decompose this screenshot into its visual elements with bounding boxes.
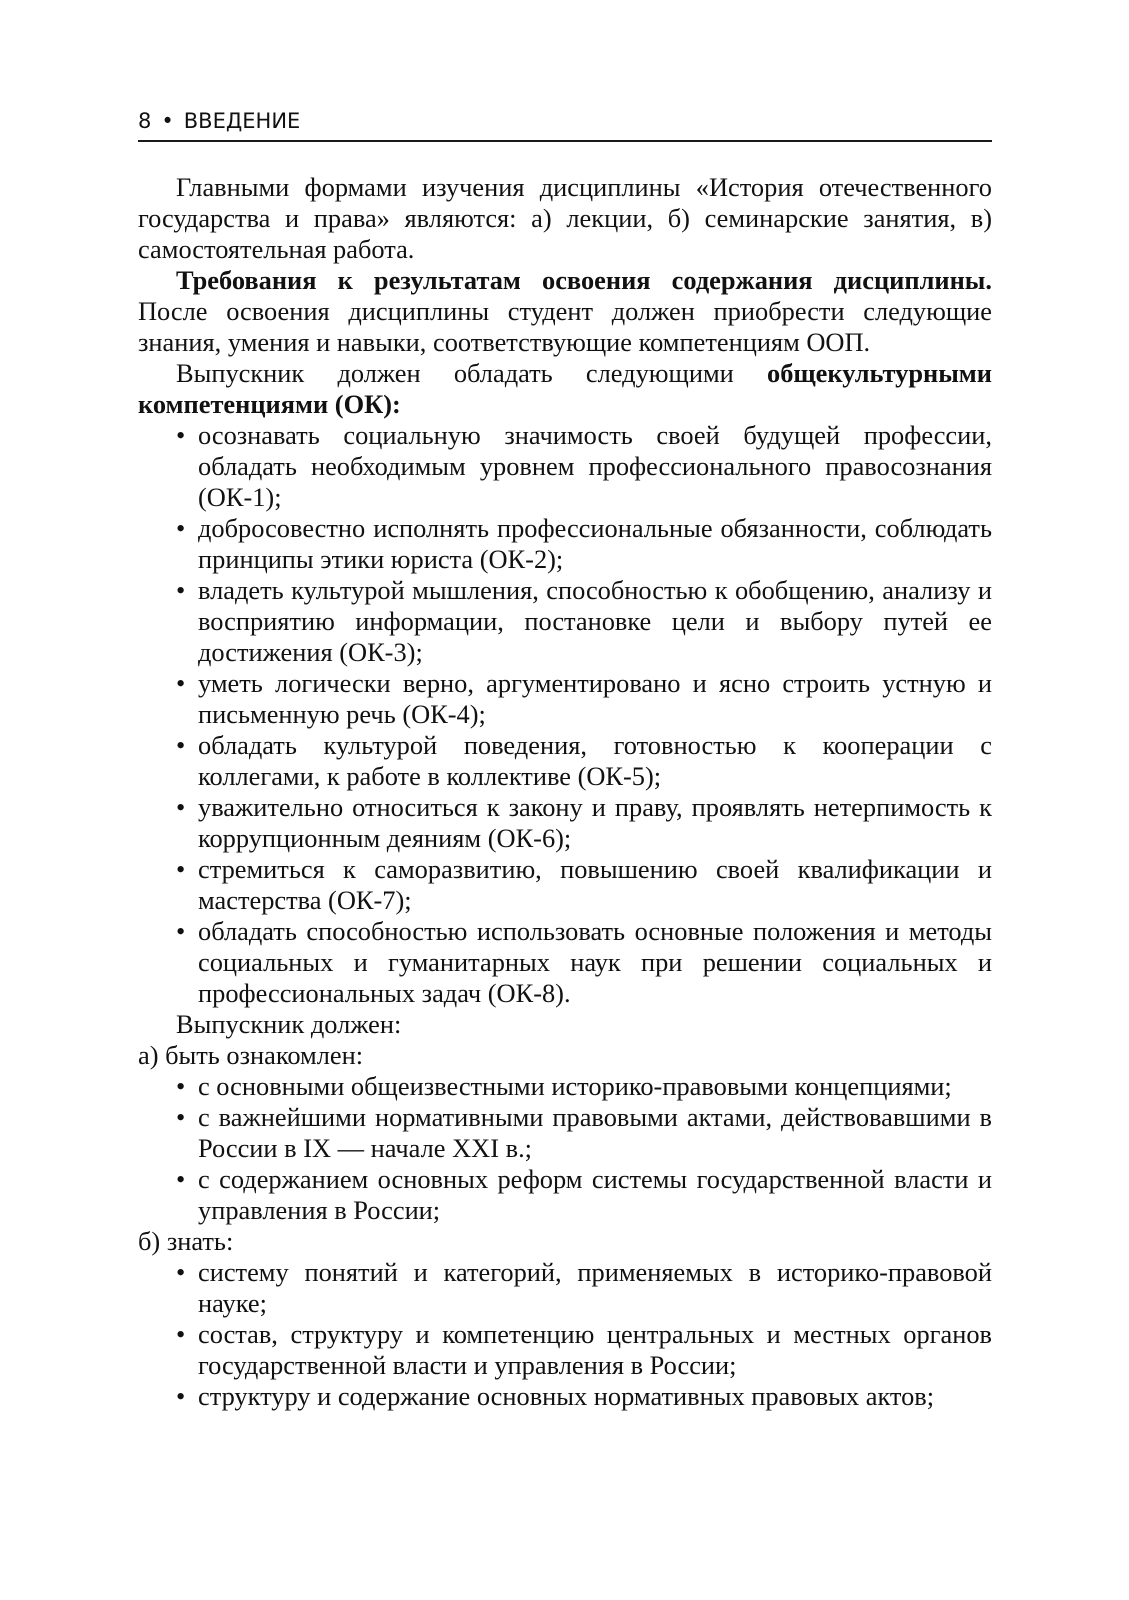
list-item-text: с важнейшими нормативными правовыми актами, действовавшими в России в IX — начале XXI в.;: [198, 1102, 992, 1163]
list-item: [138, 1381, 992, 1412]
list-item-text: уважительно относиться к закону и праву, проявлять нетерпимость к коррупционным деяниям (ОК-6);: [198, 792, 992, 853]
list-item-text: систему понятий и категорий, применяемых в историко-правовой науке;: [198, 1257, 992, 1318]
list-item: [138, 1102, 992, 1164]
list-item-text: обладать способностью использовать основные положения и методы социальных и гуманитарных наук при решении социальных и профессиональных задач (ОК-8).: [198, 916, 992, 1008]
list-item: [138, 1319, 992, 1381]
bullet-icon: •: [176, 1319, 186, 1349]
list-item-text: с содержанием основных реформ системы государственной власти и управления в России;: [198, 1164, 992, 1225]
header-separator: •: [161, 109, 174, 133]
bullet-icon: •: [176, 730, 186, 760]
paragraph-ok-intro: [138, 358, 992, 420]
bullet-icon: •: [176, 854, 186, 884]
paragraph-forms: Главными формами изучения дисциплины «История отечественного государства и права» являются: а) лекции, б) семинарские занятия, в) самостоятельная работа.: [138, 172, 992, 264]
bullet-icon: •: [176, 668, 186, 698]
list-item: [138, 668, 992, 730]
list-item: [138, 513, 992, 575]
bullet-icon: •: [176, 1381, 186, 1411]
list-item: [138, 575, 992, 668]
list-item-text: структуру и содержание основных нормативных правовых актов;: [198, 1381, 935, 1411]
list-item-text: состав, структуру и компетенцию центральных и местных органов государственной власти и управления в России;: [198, 1319, 992, 1380]
requirements-heading: Требования к результатам освоения содержания дисциплины.: [176, 265, 992, 295]
running-head: [138, 108, 992, 142]
list-item-text: владеть культурой мышления, способностью к обобщению, анализу и восприятию информации, постановке цели и выбору путей ее достижения (ОК-3);: [198, 575, 992, 667]
page-number: 8: [138, 109, 152, 133]
list-item-text: добросовестно исполнять профессиональные обязанности, соблюдать принципы этики юриста (ОК-2);: [198, 513, 992, 574]
list-item: [138, 1257, 992, 1319]
bullet-icon: •: [176, 1071, 186, 1101]
list-item-text: уметь логически верно, аргументировано и ясно строить устную и письменную речь (ОК-4);: [198, 668, 992, 729]
paragraph-requirements: [138, 265, 992, 358]
ok-intro-text: Выпускник должен обладать следующими: [176, 358, 767, 388]
list-item: [138, 792, 992, 854]
requirements-text: После освоения дисциплины студент должен приобрести следующие знания, умения и навыки, соответствующие компетенциям ООП.: [138, 296, 992, 357]
list-item: [138, 730, 992, 792]
bullet-icon: •: [176, 513, 186, 543]
ok-heading: общекультурными компетенциями (ОК):: [138, 358, 992, 419]
list-item: [138, 1071, 992, 1102]
page-body: [138, 172, 992, 1412]
ok-list: [138, 420, 992, 1009]
list-item-text: стремиться к саморазвитию, повышению своей квалификации и мастерства (ОК-7);: [198, 854, 992, 915]
paragraph-graduate-must: Выпускник должен:: [176, 1009, 402, 1039]
bullet-icon: •: [176, 916, 186, 946]
bullet-icon: •: [176, 1164, 186, 1194]
b-list: [138, 1257, 992, 1412]
list-item-text: осознавать социальную значимость своей будущей профессии, обладать необходимым уровнем профессионального правосознания (ОК-1);: [198, 420, 992, 512]
subheading-b: б) знать:: [138, 1226, 234, 1256]
list-item-text: обладать культурой поведения, готовностью к кооперации с коллегами, к работе в коллективе (ОК-5);: [198, 730, 992, 791]
subheading-a: а) быть ознакомлен:: [138, 1040, 364, 1070]
bullet-icon: •: [176, 1102, 186, 1132]
bullet-icon: •: [176, 792, 186, 822]
a-list: [138, 1071, 992, 1226]
list-item: [138, 1164, 992, 1226]
section-title: ВВЕДЕНИЕ: [183, 109, 301, 133]
bullet-icon: •: [176, 420, 186, 450]
list-item: [138, 420, 992, 513]
bullet-icon: •: [176, 1257, 186, 1287]
list-item-text: с основными общеизвестными историко-правовыми концепциями;: [198, 1071, 952, 1101]
bullet-icon: •: [176, 575, 186, 605]
list-item: [138, 916, 992, 1009]
list-item: [138, 854, 992, 916]
